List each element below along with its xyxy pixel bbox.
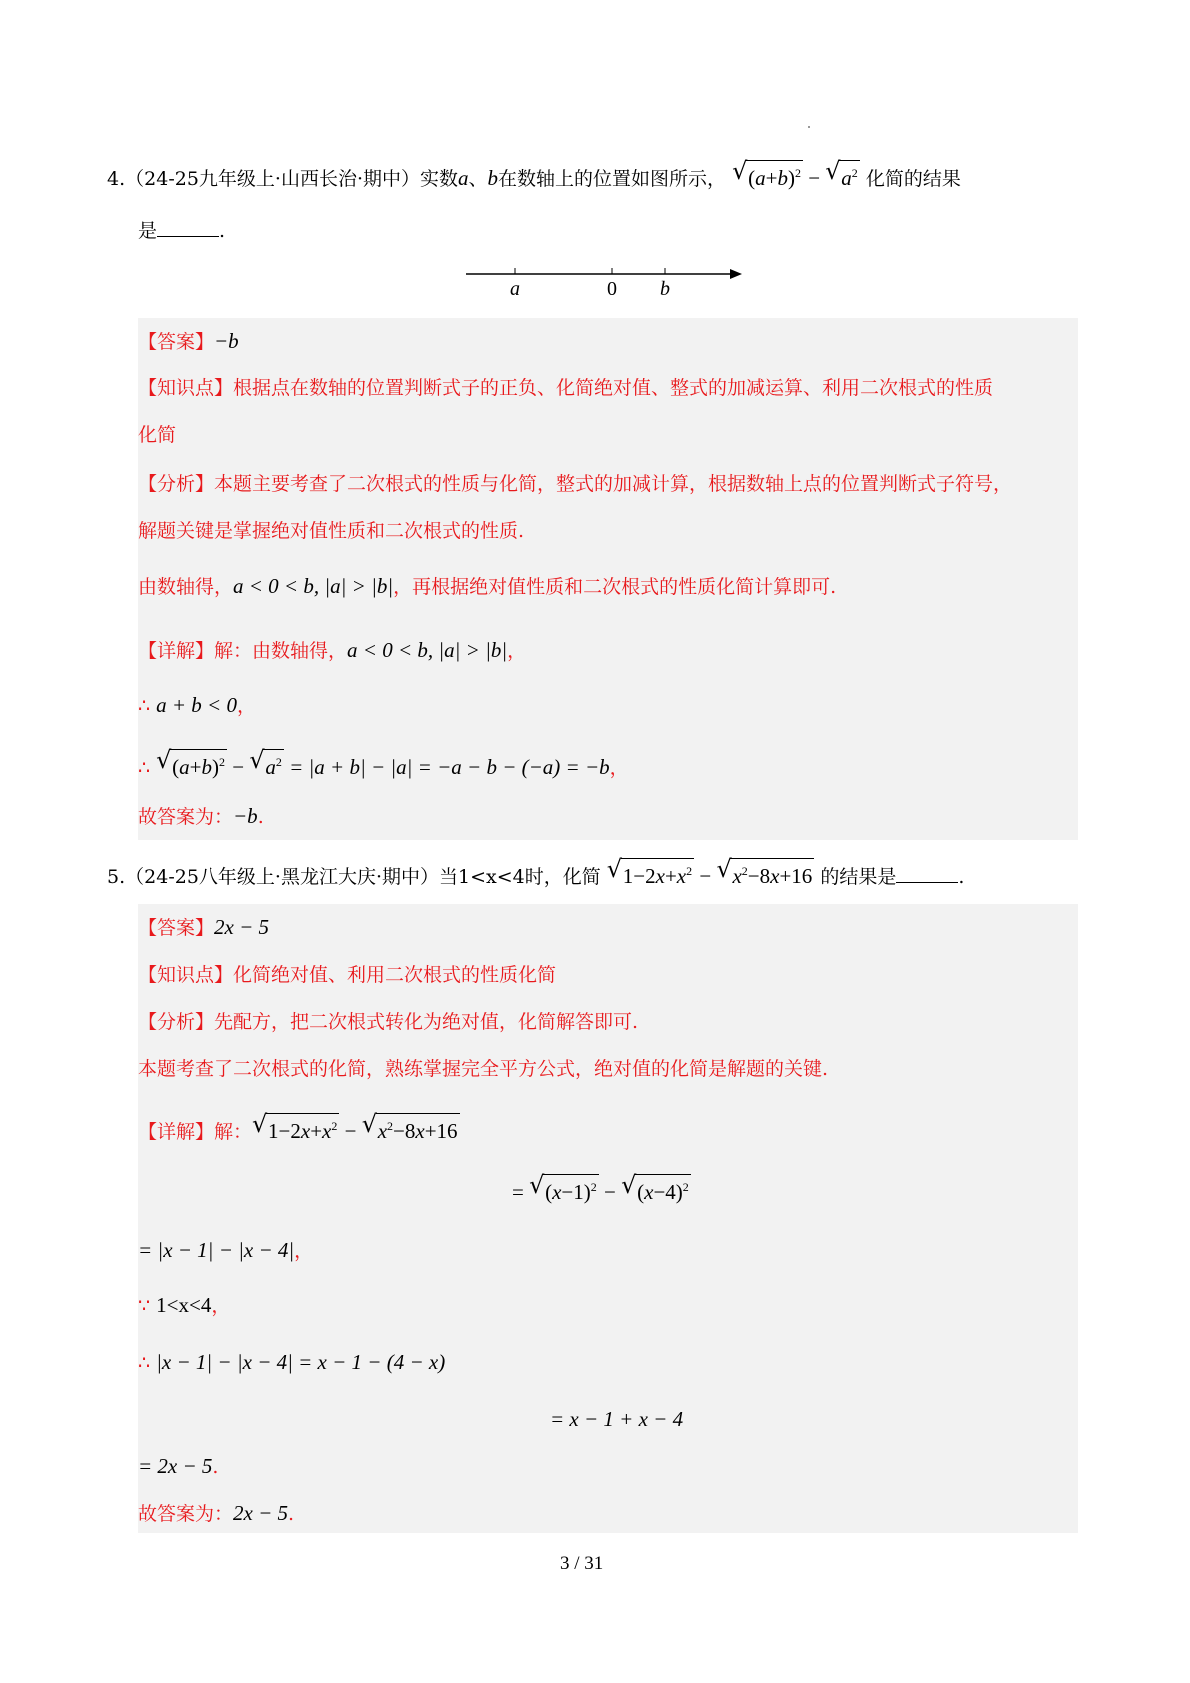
stem-text: 化简的结果	[865, 168, 961, 190]
math: a < 0 < b, |a| > |b|	[347, 638, 508, 662]
comma: ，	[507, 640, 527, 662]
q5-answer	[138, 913, 269, 941]
text: 本题主要考查了二次根式的性质与化简，整式的加减计算，根据数轴上点的位置判断式子符号，	[214, 473, 1013, 495]
text: ，再根据绝对值性质和二次根式的性质化简计算即可.	[393, 576, 837, 598]
tag: 【答案】	[138, 331, 215, 353]
therefore-symbol: ∴	[138, 757, 151, 779]
sep: 、	[468, 168, 488, 190]
q5-therefore	[138, 1348, 445, 1376]
question-number: 4.	[107, 168, 126, 190]
var: b	[487, 166, 499, 190]
period: .	[219, 220, 226, 242]
period: .	[958, 866, 965, 888]
q5-detail: 【详解】解：√ $1-2x+x^2$ − √ $x^2-8x+16$	[138, 1113, 460, 1141]
stem-text: 的结果是	[820, 866, 897, 888]
q4-stem-cont	[138, 216, 225, 244]
q4-stem: 4.（24-25九年级上·山西长治·期中）实数a、b在数轴上的位置如图所示， √ $(a+b)^2$ − √ $a^2$ 化简的结果	[107, 160, 961, 188]
q5-stem: 5.（24-25八年级上·黑龙江大庆·期中）当1<x<4时，化简 √ $1-2x+x^2$ − √ $x^2-8x+16$ 的结果是 .	[107, 858, 964, 886]
q5-solution-box	[138, 904, 1078, 1533]
label-a: a	[510, 278, 520, 300]
math: |x − 1| − |x − 4| = x − 1 − (4 − x)	[156, 1350, 446, 1374]
text: 解：	[214, 1121, 253, 1143]
therefore-symbol: ∴	[138, 1352, 151, 1374]
q4-analysis-cont	[138, 517, 524, 545]
math: = |a + b| − |a| = −a − b − (−a) = −b	[283, 755, 610, 779]
because-symbol: ∵	[138, 1295, 151, 1317]
question-number: 5.	[107, 866, 126, 888]
q5-analysis	[138, 1008, 638, 1036]
sqrt-expr: √ $x^2-8x+16$	[718, 858, 814, 890]
tag: 【答案】	[138, 917, 215, 939]
therefore-symbol: ∴	[138, 695, 151, 717]
sqrt-expr: √ $a^2$	[251, 749, 284, 781]
q4-final	[138, 802, 264, 830]
text: 化简	[138, 424, 177, 446]
math: a + b < 0	[156, 693, 237, 717]
period: .	[257, 806, 264, 828]
arrow-icon	[730, 269, 742, 279]
tag: 【详解】	[138, 1121, 215, 1143]
math: 2x − 5	[233, 1501, 289, 1525]
q4-knowledge	[138, 374, 993, 402]
sqrt-expr: √ $1-2x+x^2$	[609, 858, 694, 890]
q4-analysis2	[138, 572, 836, 600]
number-line	[460, 255, 750, 305]
tag: 【分析】	[138, 1011, 215, 1033]
question-source: （24-25八年级上·黑龙江大庆·期中）	[125, 866, 439, 888]
stem-text: 在数轴上的位置如图所示，	[498, 168, 727, 190]
sqrt-expr: √ $(x-4)^2$	[623, 1174, 691, 1206]
label-b: b	[660, 278, 670, 300]
q4-detail	[138, 636, 526, 664]
q5-step-square: = √ $(x-1)^2$ − √ $(x-4)^2$	[512, 1174, 691, 1202]
math: 1<x<4	[156, 1293, 212, 1317]
text: 先配方，把二次根式转化为绝对值，化简解答即可.	[214, 1011, 639, 1033]
tag: 【详解】	[138, 640, 215, 662]
page-number: 3 / 31	[560, 1553, 604, 1574]
q5-step-expand	[550, 1405, 683, 1433]
stem-text: 当1<x<4时，化简	[439, 866, 601, 888]
text: 解题关键是掌握绝对值性质和二次根式的性质.	[138, 520, 525, 542]
q5-analysis2	[138, 1055, 828, 1083]
tag: 【分析】	[138, 473, 215, 495]
answer: 2x − 5	[214, 915, 270, 939]
text: 本题考查了二次根式的化简，熟练掌握完全平方公式，绝对值的化简是解题的关键.	[138, 1058, 829, 1080]
q4-analysis	[138, 470, 1012, 498]
question-source: （24-25九年级上·山西长治·期中）	[125, 168, 420, 190]
period: .	[288, 1503, 295, 1525]
sqrt-expr: √ $1-2x+x^2$	[254, 1113, 339, 1145]
q5-knowledge	[138, 961, 556, 989]
q4-step2: ∴ √ $(a+b)^2$ − √ $a^2 = |a + b| - |a| = -a - b - (-a) = -b$，	[138, 749, 629, 777]
q5-step-result: = 2x − 5.	[138, 1454, 219, 1478]
q4-knowledge-cont	[138, 421, 176, 449]
text: 故答案为：	[138, 806, 234, 828]
sqrt-expr: √ $(x-1)^2$	[531, 1174, 599, 1206]
sqrt-expr: √ $x^2-8x+16$	[364, 1113, 460, 1145]
math: = x − 1 + x − 4	[550, 1407, 684, 1431]
math: a < 0 < b, |a| > |b|	[233, 574, 394, 598]
math: = |x − 1| − |x − 4|	[138, 1238, 295, 1262]
sqrt-expr: √ $a^2$	[827, 160, 860, 192]
comma: ，	[236, 695, 256, 717]
text: 化简绝对值、利用二次根式的性质化简	[233, 964, 557, 986]
tag: 【知识点】	[138, 377, 234, 399]
q4-step1	[138, 691, 256, 719]
stem-text: 是	[138, 220, 158, 242]
tag: 【知识点】	[138, 964, 234, 986]
math: −b	[233, 804, 258, 828]
stray-dot	[808, 126, 810, 128]
q5-step-abs: = |x − 1| − |x − 4|，	[138, 1238, 314, 1262]
q4-answer	[138, 327, 239, 355]
q5-final	[138, 1499, 294, 1527]
answer-blank	[896, 862, 958, 883]
text: 由数轴得，	[138, 576, 234, 598]
label-0: 0	[607, 278, 617, 300]
stem-text: 实数	[420, 168, 459, 190]
comma: ，	[609, 757, 629, 779]
q5-because: ∵ 1<x<4，	[138, 1293, 231, 1317]
sqrt-expr: √ $(a+b)^2$	[158, 749, 227, 781]
text: 根据点在数轴的位置判断式子的正负、化简绝对值、整式的加减运算、利用二次根式的性质	[233, 377, 994, 399]
text: 解：由数轴得，	[214, 640, 348, 662]
var: a	[458, 166, 469, 190]
answer-blank	[157, 216, 219, 237]
answer: −b	[214, 329, 239, 353]
sqrt-expr: √ $(a+b)^2$	[734, 160, 803, 192]
math: = 2x − 5	[138, 1454, 213, 1478]
text: 故答案为：	[138, 1503, 234, 1525]
